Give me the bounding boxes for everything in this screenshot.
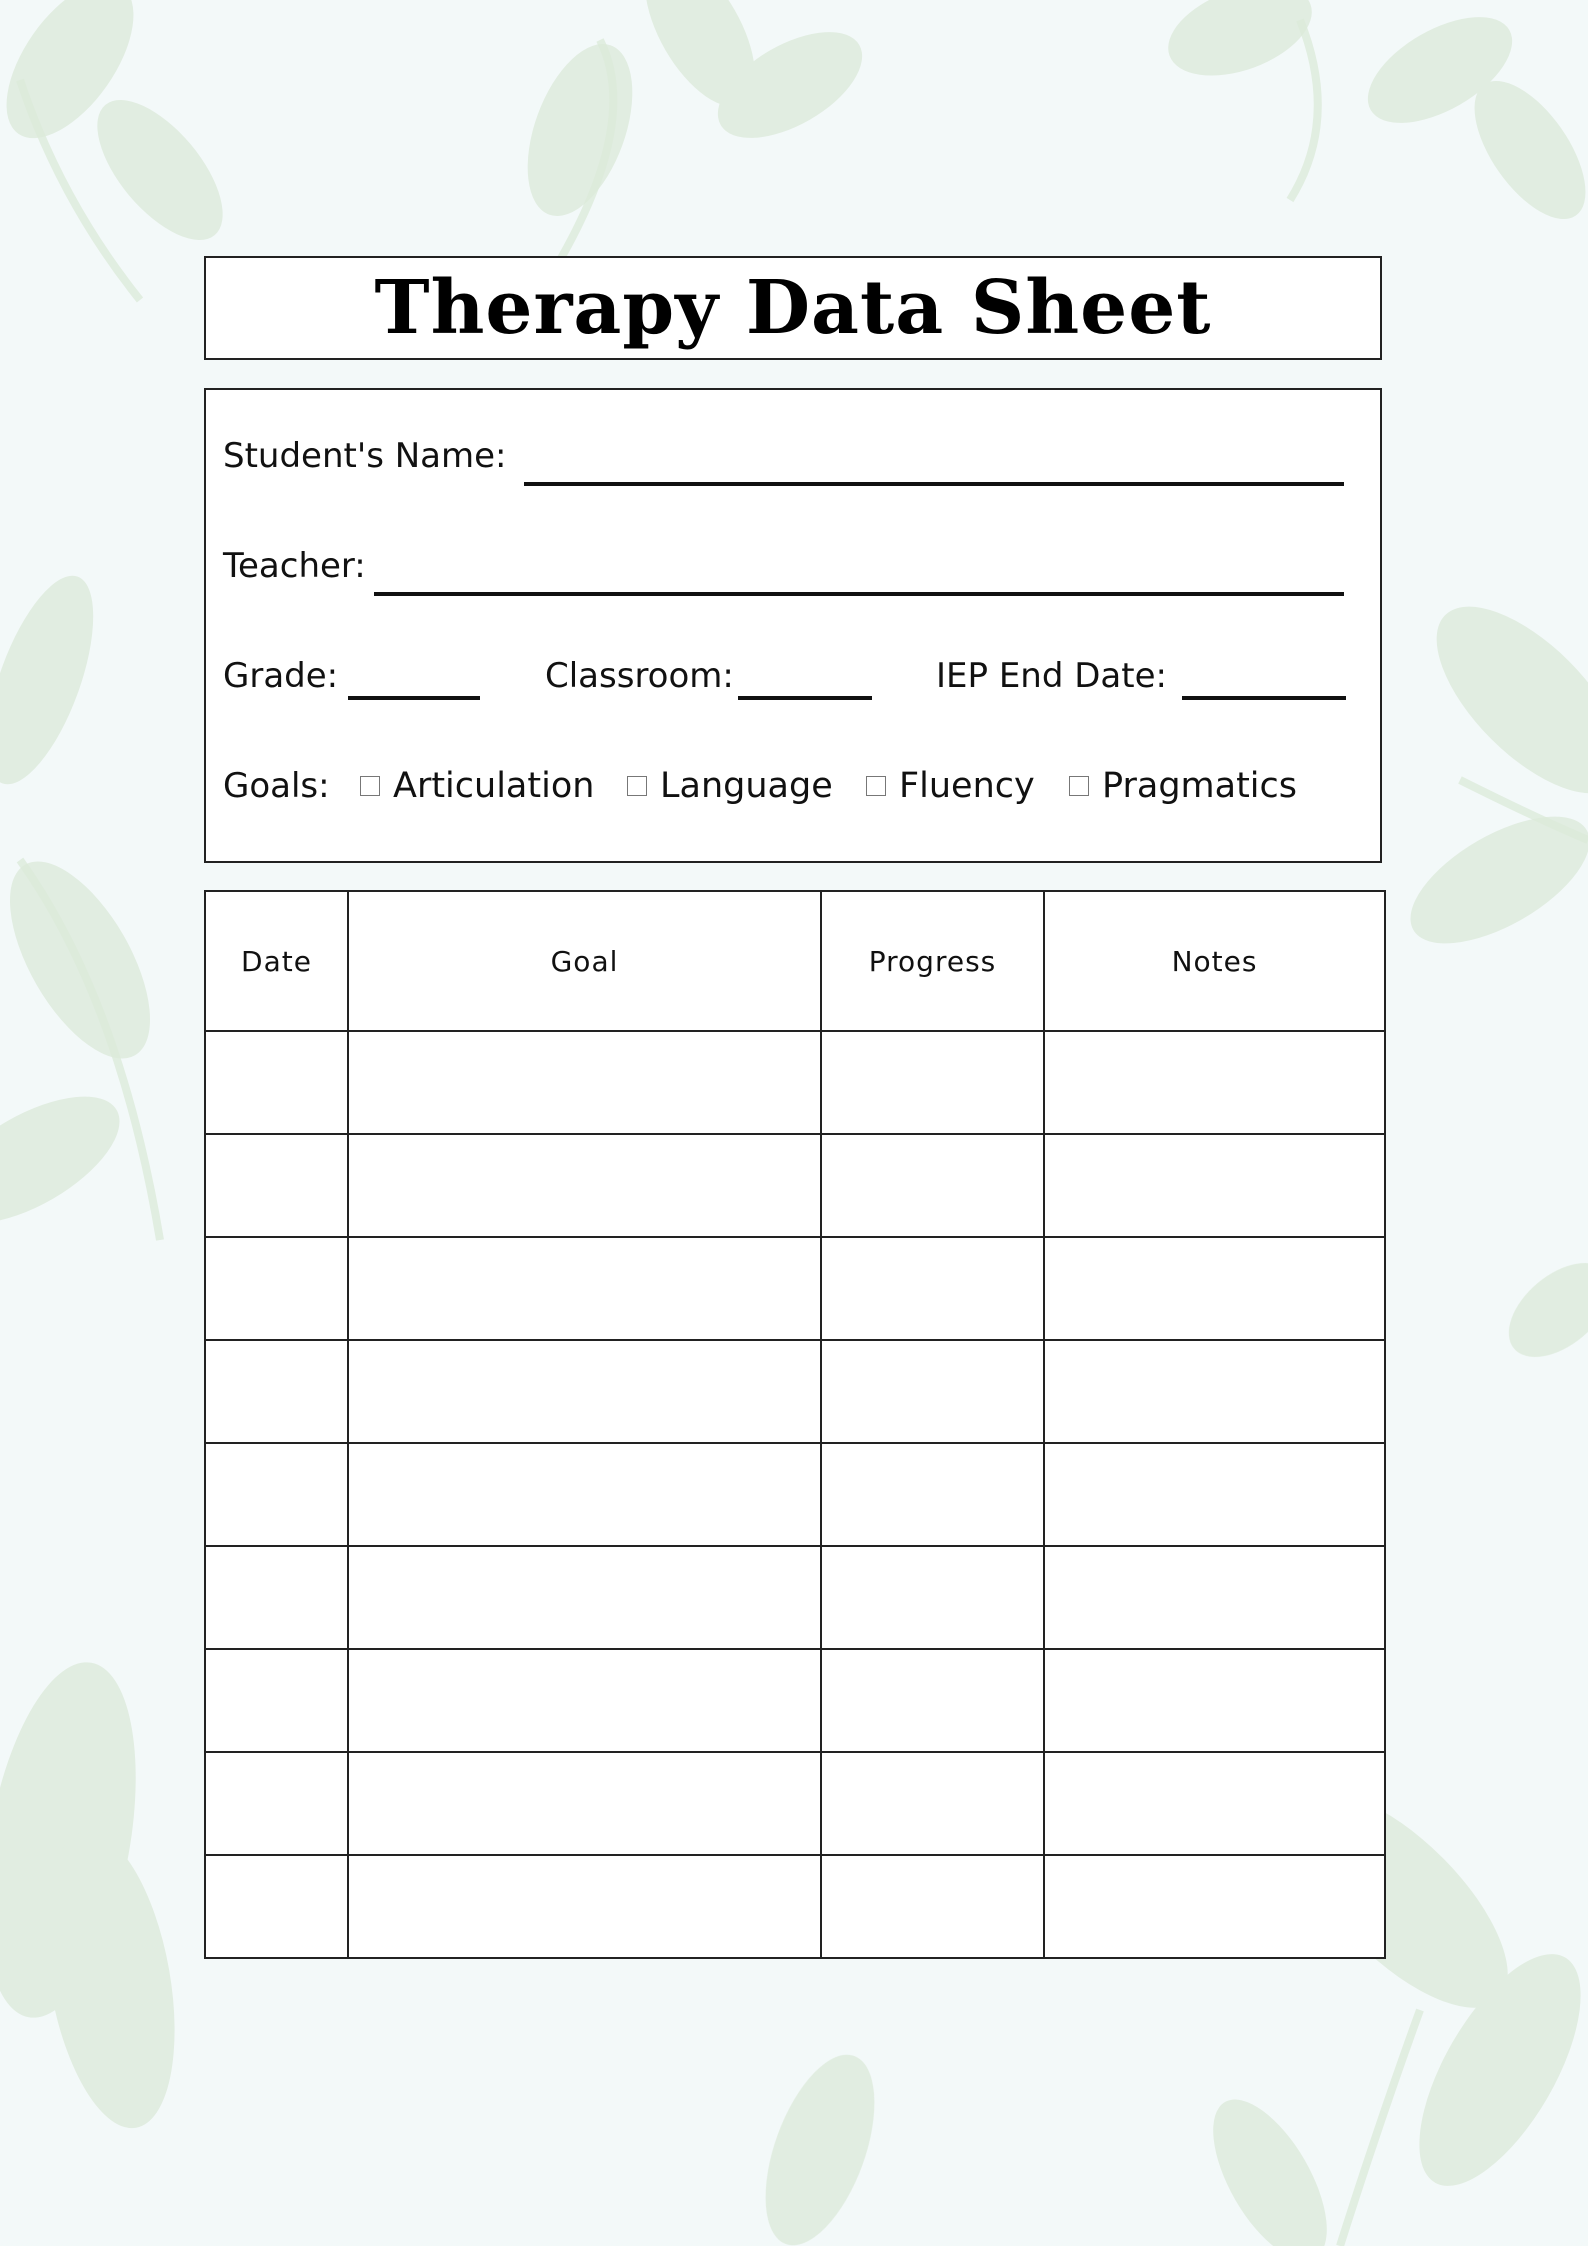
checkbox-icon[interactable] xyxy=(360,776,380,796)
date-cell[interactable] xyxy=(205,1237,348,1340)
goal-option-label: Fluency xyxy=(899,766,1035,806)
classroom-label: Classroom: xyxy=(545,656,734,696)
table-row xyxy=(205,1546,1385,1649)
column-header-notes: Notes xyxy=(1044,891,1385,1031)
goal-cell[interactable] xyxy=(348,1752,821,1855)
notes-cell[interactable] xyxy=(1044,1134,1385,1237)
table-row xyxy=(205,1649,1385,1752)
date-cell[interactable] xyxy=(205,1031,348,1134)
checkbox-icon[interactable] xyxy=(866,776,886,796)
notes-cell[interactable] xyxy=(1044,1237,1385,1340)
goals-label: Goals: xyxy=(223,766,330,806)
goal-option-label: Articulation xyxy=(393,766,595,806)
iep-end-date-field[interactable] xyxy=(1182,696,1346,700)
progress-cell[interactable] xyxy=(821,1340,1044,1443)
column-header-date: Date xyxy=(205,891,348,1031)
checkbox-icon[interactable] xyxy=(627,776,647,796)
progress-cell[interactable] xyxy=(821,1237,1044,1340)
notes-cell[interactable] xyxy=(1044,1546,1385,1649)
goal-option-label: Pragmatics xyxy=(1102,766,1298,806)
notes-cell[interactable] xyxy=(1044,1649,1385,1752)
goal-cell[interactable] xyxy=(348,1340,821,1443)
goal-cell[interactable] xyxy=(348,1031,821,1134)
grade-field[interactable] xyxy=(348,696,480,700)
date-cell[interactable] xyxy=(205,1340,348,1443)
notes-cell[interactable] xyxy=(1044,1031,1385,1134)
session-log-table xyxy=(204,890,1386,1959)
progress-cell[interactable] xyxy=(821,1752,1044,1855)
goal-cell[interactable] xyxy=(348,1546,821,1649)
progress-cell[interactable] xyxy=(821,1546,1044,1649)
column-header-progress: Progress xyxy=(821,891,1044,1031)
notes-cell[interactable] xyxy=(1044,1752,1385,1855)
goal-cell[interactable] xyxy=(348,1855,821,1958)
table-row xyxy=(205,1443,1385,1546)
column-header-goal: Goal xyxy=(348,891,821,1031)
date-cell[interactable] xyxy=(205,1443,348,1546)
progress-cell[interactable] xyxy=(821,1649,1044,1752)
table-body xyxy=(205,1031,1385,1958)
table-row xyxy=(205,1031,1385,1134)
goal-option-language[interactable] xyxy=(627,766,833,806)
student-info-box xyxy=(204,388,1382,863)
student-name-label: Student's Name: xyxy=(223,436,507,476)
table-row xyxy=(205,1752,1385,1855)
goal-cell[interactable] xyxy=(348,1649,821,1752)
table-row xyxy=(205,1340,1385,1443)
date-cell[interactable] xyxy=(205,1649,348,1752)
table-row xyxy=(205,1855,1385,1958)
table-row xyxy=(205,1237,1385,1340)
goal-option-pragmatics[interactable] xyxy=(1069,766,1297,806)
goal-cell[interactable] xyxy=(348,1237,821,1340)
notes-cell[interactable] xyxy=(1044,1443,1385,1546)
notes-cell[interactable] xyxy=(1044,1340,1385,1443)
progress-cell[interactable] xyxy=(821,1134,1044,1237)
progress-cell[interactable] xyxy=(821,1855,1044,1958)
goal-option-label: Language xyxy=(660,766,833,806)
table-header-row xyxy=(205,891,1385,1031)
teacher-label: Teacher: xyxy=(223,546,366,586)
page-title: Therapy Data Sheet xyxy=(374,265,1212,351)
teacher-field[interactable] xyxy=(374,592,1344,596)
date-cell[interactable] xyxy=(205,1134,348,1237)
grade-label: Grade: xyxy=(223,656,339,696)
date-cell[interactable] xyxy=(205,1546,348,1649)
checkbox-icon[interactable] xyxy=(1069,776,1089,796)
goal-option-fluency[interactable] xyxy=(866,766,1035,806)
goal-option-articulation[interactable] xyxy=(360,766,594,806)
date-cell[interactable] xyxy=(205,1855,348,1958)
classroom-field[interactable] xyxy=(738,696,872,700)
title-box xyxy=(204,256,1382,360)
progress-cell[interactable] xyxy=(821,1443,1044,1546)
date-cell[interactable] xyxy=(205,1752,348,1855)
table-row xyxy=(205,1134,1385,1237)
student-name-field[interactable] xyxy=(524,482,1344,486)
goal-cell[interactable] xyxy=(348,1443,821,1546)
notes-cell[interactable] xyxy=(1044,1855,1385,1958)
iep-end-date-label: IEP End Date: xyxy=(936,656,1167,696)
goal-cell[interactable] xyxy=(348,1134,821,1237)
progress-cell[interactable] xyxy=(821,1031,1044,1134)
